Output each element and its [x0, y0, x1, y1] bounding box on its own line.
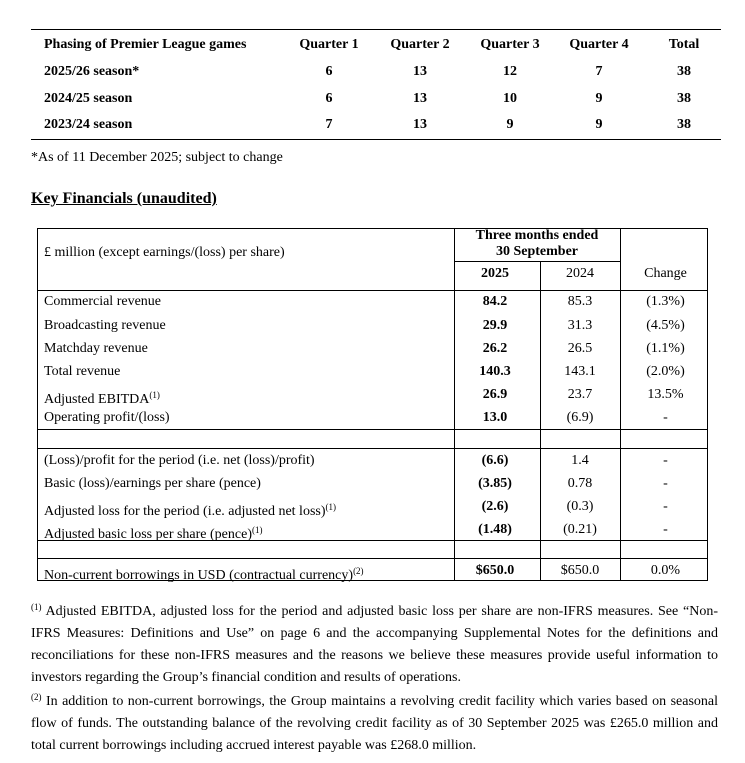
table-rule — [37, 290, 708, 291]
row-label-loss-profit-period: (Loss)/profit for the period (i.e. net (loss)/profit) — [44, 453, 315, 468]
footnote-marker: (2) — [31, 692, 42, 702]
phasing-cell: 9 — [595, 90, 603, 106]
row-label-adjusted-basic-loss-per-share — [44, 522, 262, 543]
row-label-basic-eps: Basic (loss)/earnings per share (pence) — [44, 476, 261, 491]
value-2024: $650.0 — [560, 563, 600, 578]
phasing-row — [31, 59, 721, 86]
footnote-text: Adjusted EBITDA, adjusted loss for the period and adjusted basic loss per share are non-IFRS measures. See “Non-IFRS Measures: Definitions and Use” on page 6 and the accompanying Supplemental Notes for the definitions and reconciliations for these non-IFRS measures and the reasons we believe these measures provide useful information to investors regarding the Group’s financial condition and results of operations. — [31, 604, 718, 685]
value-2025: 84.2 — [482, 294, 508, 309]
value-2024: (6.9) — [566, 410, 594, 425]
footnote-marker: (2) — [353, 566, 364, 576]
value-change: - — [663, 453, 668, 468]
value-2024: 143.1 — [564, 364, 596, 379]
row-label-broadcasting-revenue: Broadcasting revenue — [44, 318, 166, 333]
phasing-cell: 9 — [506, 117, 514, 133]
value-2025: $650.0 — [475, 563, 515, 578]
phasing-row-label: 2023/24 season — [44, 117, 133, 133]
value-change: - — [663, 499, 668, 514]
phasing-cell: 6 — [325, 90, 333, 106]
footnote-1 — [31, 596, 718, 689]
col-header-change: Change — [644, 266, 687, 281]
value-2024: 23.7 — [567, 387, 593, 402]
value-2025: 26.2 — [482, 341, 508, 356]
footnote-marker: (1) — [325, 502, 337, 512]
unit-label: £ million (except earnings/(loss) per share) — [44, 245, 285, 260]
row-label-commercial-revenue: Commercial revenue — [44, 294, 162, 309]
row-label-total-revenue: Total revenue — [44, 364, 121, 379]
value-2025: 140.3 — [479, 364, 511, 379]
value-change: - — [663, 522, 668, 537]
phasing-cell: 38 — [677, 90, 691, 106]
key-financials-title: Key Financials (unaudited) — [31, 190, 217, 207]
phasing-cell: 38 — [677, 117, 691, 133]
value-change: 0.0% — [650, 563, 681, 578]
table-rule — [37, 448, 708, 449]
footnote-marker: (1) — [149, 390, 160, 400]
phasing-cell: 6 — [325, 64, 333, 80]
key-financials-table — [37, 228, 708, 581]
value-2025: 13.0 — [482, 410, 508, 425]
row-label-text: Non-current borrowings in USD (contractual currency) — [44, 568, 354, 583]
value-2024: 1.4 — [571, 453, 589, 468]
phasing-cell: 7 — [325, 117, 333, 133]
table-rule — [454, 261, 620, 262]
phasing-cell: 7 — [595, 64, 603, 80]
row-label-text: Adjusted EBITDA — [44, 392, 150, 407]
value-change: (2.0%) — [646, 364, 685, 379]
value-2024: (0.3) — [566, 499, 594, 514]
phasing-header-q3: Quarter 3 — [480, 36, 540, 52]
value-2024: (0.21) — [563, 522, 597, 537]
row-label-adjusted-ebitda — [44, 387, 160, 408]
col-header-2024: 2024 — [566, 266, 594, 281]
row-label-operating-profit: Operating profit/(loss) — [44, 410, 170, 425]
value-change: (1.1%) — [646, 341, 685, 356]
footnote-2 — [31, 686, 718, 757]
phasing-header-title: Phasing of Premier League games — [44, 36, 247, 52]
phasing-cell: 38 — [677, 64, 691, 80]
value-2025: (1.48) — [478, 522, 512, 537]
value-change: - — [663, 476, 668, 491]
value-2025: 26.9 — [482, 387, 508, 402]
table-rule — [37, 429, 708, 430]
value-2024: 85.3 — [567, 294, 593, 309]
row-label-text: Adjusted loss for the period (i.e. adjusted net loss) — [44, 504, 326, 519]
phasing-cell: 10 — [503, 90, 517, 106]
period-header-line2: 30 September — [495, 244, 579, 259]
phasing-table — [31, 29, 721, 140]
value-2025: (3.85) — [478, 476, 512, 491]
phasing-header-q2: Quarter 2 — [390, 36, 450, 52]
table-rule — [37, 558, 708, 559]
row-label-matchday-revenue: Matchday revenue — [44, 341, 148, 356]
value-2025: (6.6) — [481, 453, 509, 468]
value-2024: 26.5 — [567, 341, 593, 356]
table-rule — [620, 228, 621, 581]
phasing-cell: 13 — [413, 90, 427, 106]
phasing-header-q1: Quarter 1 — [299, 36, 359, 52]
phasing-cell: 13 — [413, 64, 427, 80]
value-change: - — [663, 410, 668, 425]
phasing-header-q4: Quarter 4 — [569, 36, 629, 52]
value-2024: 0.78 — [567, 476, 593, 491]
phasing-cell: 9 — [595, 117, 603, 133]
period-header-line1: Three months ended — [475, 228, 599, 243]
footnote-marker: (1) — [31, 602, 42, 612]
value-change: (1.3%) — [646, 294, 685, 309]
row-label-non-current-borrowings — [44, 563, 364, 584]
row-label-adjusted-loss — [44, 499, 336, 520]
phasing-header-row — [31, 30, 721, 60]
table-rule — [37, 228, 38, 581]
phasing-row-label: 2025/26 season* — [44, 64, 140, 80]
phasing-header-total: Total — [668, 36, 700, 52]
value-change: (4.5%) — [646, 318, 685, 333]
col-header-2025: 2025 — [481, 266, 509, 281]
row-label-text: Adjusted basic loss per share (pence) — [44, 527, 252, 542]
phasing-note: *As of 11 December 2025; subject to change — [31, 150, 283, 165]
phasing-row-label: 2024/25 season — [44, 90, 133, 106]
footnote-marker: (1) — [251, 525, 263, 535]
phasing-cell: 13 — [413, 117, 427, 133]
value-2025: 29.9 — [482, 318, 508, 333]
value-2025: (2.6) — [481, 499, 509, 514]
phasing-cell: 12 — [503, 64, 517, 80]
value-2024: 31.3 — [567, 318, 593, 333]
phasing-row — [31, 112, 721, 139]
phasing-row — [31, 86, 721, 113]
value-change: 13.5% — [647, 387, 684, 402]
footnote-text: In addition to non-current borrowings, the Group maintains a revolving credit facility which varies based on seasonal flow of funds. The outstanding balance of the revolving credit facility as of 30 September 2025 was £265.0 million and total current borrowings including accrued interest payable was £268.0 million. — [31, 694, 718, 753]
